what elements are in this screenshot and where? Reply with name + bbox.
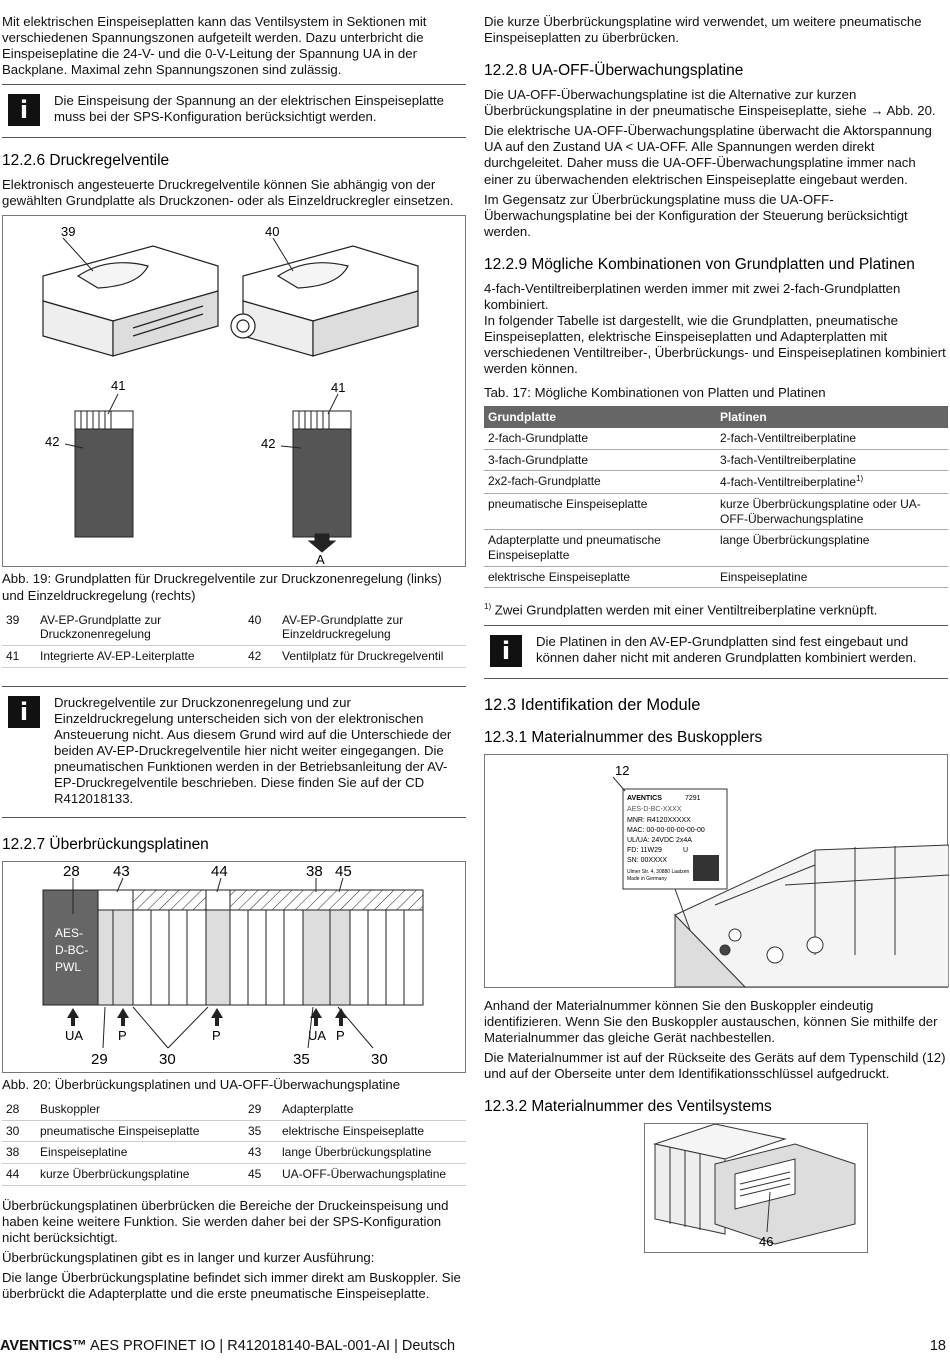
module-label-line: PWL [55,960,82,975]
legend-text: Einspeiseplatine [36,1142,244,1164]
heading-identifikation: 12.3 Identifikation der Module [484,695,701,714]
footnote-ref: 1) [856,474,864,484]
type-label-made: Made in Germany [627,875,667,882]
table-cell: 2x2-fach-Grundplatte [484,471,716,494]
heading-uaoff: 12.2.8 UA-OFF-Überwachungsplatine [484,62,744,80]
table-cell: 2-fach-Ventiltreiberplatine [716,428,948,449]
fig20-top-label: 44 [211,863,228,881]
ueber-paragraph-1: Überbrückungsplatinen überbrücken die Bereiche der Druckeinspeisung und haben keine weitere Funktion. Sie werden daher bei der SPS-Konfiguration nicht berücksichtigt. [2,1197,449,1245]
komb-paragraph-1: 4-fach-Ventiltreiberplatinen werden immer mit zwei 2-fach-Grundplatten kombiniert. [484,280,901,312]
footnote [484,602,948,618]
table-row [484,428,948,449]
table-caption: Tab. 17: Mögliche Kombinationen von Platten und Platinen [484,385,826,401]
qr-code [693,855,719,881]
table-cell: Einspeiseplatine [716,566,948,588]
table-header: Platinen [716,406,948,429]
heading-druckregelventile: 12.2.6 Druckregelventile [2,152,170,170]
info-note-2 [2,686,466,819]
label-12: 12 [615,762,630,778]
table-cell: lange Überbrückungsplatine [716,530,948,566]
type-label-sn: SN: 00XXXX [627,856,668,864]
fig20-bottom-label: 30 [371,1051,388,1069]
label-40: 40 [265,224,280,240]
table-cell: elektrische Einspeiseplatte [484,566,716,588]
fig20-top-label: 45 [335,863,352,881]
fig20-bottom-label: 30 [159,1051,176,1069]
module-label-line: D-BC- [55,943,89,958]
legend-num: 28 [2,1099,36,1120]
legend-num: 35 [244,1120,278,1142]
table-cell: 3-fach-Grundplatte [484,449,716,471]
legend-text: Buskoppler [36,1099,244,1120]
legend-num: 40 [244,610,278,646]
info-icon: i [8,696,40,728]
pcb-left [75,411,133,537]
bus-paragraph-2: Die Materialnummer ist auf der Rückseite des Geräts auf dem Typenschild (12) und auf der Oberseite unter dem Identifikationsschlüssel aufgedruckt. [484,1049,946,1082]
legend-num: 43 [244,1142,278,1164]
legend-text: Ventilplatz für Druckregelventil [278,645,466,667]
ueber-paragraph-3: Die lange Überbrückungsplatine befindet sich immer direkt am Buskoppler. Sie überbrückt die Adapterplatte und die erste pneumatische Einspeiseplatte. [2,1270,461,1302]
legend-text: kurze Überbrückungsplatine [36,1164,244,1186]
label-42-right: 42 [261,436,276,452]
page-footer [0,1338,950,1356]
type-label-model: AES-D-BC-XXXX [627,805,682,813]
arrows [67,1008,347,1026]
legend-text: AV-EP-Grundplatte zur Einzeldruckregelung [278,610,466,646]
label-A: A [316,552,325,567]
type-label-fd: FD: 11W29 [627,846,662,854]
combination-table [484,406,948,589]
table-cell: 3-fach-Ventiltreiberplatine [716,449,948,471]
footer-brand: AVENTICS™ [0,1338,87,1355]
info-note-text: Die Einspeisung der Spannung an der elektrischen Einspeiseplatte muss bei der SPS-Konfiguration berücksichtigt werden. [54,93,445,125]
legend-num: 29 [244,1099,278,1120]
type-label-u: U [683,846,689,854]
legend-num: 45 [244,1164,278,1186]
label-39: 39 [61,224,76,240]
legend-row [2,610,466,646]
legend-row [2,1164,466,1186]
figure-19-caption: Abb. 19: Grundplatten für Druckregelventile zur Druckzonenregelung (links) und Einzeldruckregelung (rechts) [2,571,442,603]
fig20-top-label: 28 [63,863,80,881]
legend-text: UA-OFF-Überwachungsplatine [278,1164,466,1186]
buskoppler-drawing [485,755,949,987]
bus-paragraph-1: Anhand der Materialnummer können Sie den Buskoppler eindeutig identifizieren. Wenn Sie den Buskoppler austauschen, können Sie mithilfe der Materialnummer das gleiche Gerät nachbestellen. [484,997,938,1045]
legend-text: lange Überbrückungsplatine [278,1142,466,1164]
type-label-brand: AVENTICS [627,794,662,802]
fig20-bottom-label: 35 [293,1051,310,1069]
info-note-text: Die Platinen in den AV-EP-Grundplatten sind fest eingebaut und können daher nicht mit anderen Grundplatten kombiniert werden. [536,633,917,665]
plates [98,910,423,1005]
info-icon: i [490,635,522,667]
table-header: Grundplatte [484,406,716,429]
info-note-text: Druckregelventile zur Druckzonenregelung und zur Einzeldruckregelung unterscheiden sich von der elektronischen Ansteuerung nicht. Aus diesem Grund wird auf die Unterschiede der beiden AV-EP-Druckregelventile hier nicht weiter eingegangen. Die pneumatischen Funktionen werden in der Betriebsanleitung der AV-EP-Druckregelventile beschrieben. Diese finden Sie auf der CD R412018133. [54,694,452,807]
arrow-label: UA [308,1028,327,1044]
footnote-mark: 1) [484,602,492,612]
uaoff-paragraph-3: Im Gegensatz zur Überbrückungsplatine muss die UA-OFF-Überwachungsplatine bei der Konfiguration der Steuerung berücksichtigt werden. [484,191,908,239]
fig20-top-label: 43 [113,863,130,881]
type-label-mac: MAC: 00-00-00-00-00-00 [627,826,705,834]
type-label-addr: Ulmer Str. 4, 30880 Laatzen [627,868,690,875]
legend-text: pneumatische Einspeiseplatte [36,1120,244,1142]
label-41-left: 41 [111,378,126,394]
legend-text: elektrische Einspeiseplatte [278,1120,466,1142]
heading-kombinationen: 12.2.9 Mögliche Kombinationen von Grundplatten und Platinen [484,255,915,273]
legend-num: 39 [2,610,36,646]
legend-19 [2,610,466,668]
ueber-paragraph-2: Überbrückungsplatinen gibt es in langer und kurzer Ausführung: [2,1249,375,1265]
footer-document-info: AES PROFINET IO | R412018140-BAL-001-AI | Deutsch [86,1338,456,1355]
legend-num: 42 [244,645,278,667]
figure-19-drawing [3,216,467,566]
ventilsystem-drawing [645,1124,867,1252]
page-number: 18 [929,1338,946,1355]
table-row [484,471,948,494]
legend-text: AV-EP-Grundplatte zur Druckzonenregelung [36,610,244,646]
intro-paragraph: Mit elektrischen Einspeiseplatten kann das Ventilsystem in Sektionen mit verschiedenen Spannungszonen aufgeteilt werden. Dazu unterbricht die Einspeiseplatine die 24-V- und die 0-V-Leitung der Spannung UA in der Backplane. Maximal zehn Spannungszonen sind zulässig. [2,14,427,78]
table-row [484,530,948,566]
fig20-bottom-label: 29 [91,1051,108,1069]
module-label-line: AES- [55,926,84,941]
label-41-right: 41 [331,380,346,396]
legend-text: Integrierte AV-EP-Leiterplatte [36,645,244,667]
legend-num: 38 [2,1142,36,1164]
heading-ueberbrueckungsplatinen: 12.2.7 Überbrückungsplatinen [2,836,209,854]
label-42-left: 42 [45,434,60,450]
figure-20-drawing [3,862,467,1072]
arrow-label: P [336,1028,345,1044]
uaoff-paragraph-2: Die elektrische UA-OFF-Überwachungsplatine überwacht die Aktorspannung UA auf den Zustand UA < UA-OFF. Alle Spannungen werden direkt durchgeleitet. Daher muss die UA-OFF-Überwachungsplatine immer nach einer zu überwachenden elektrischen Einspeiseplatte eingebaut werden. [484,123,932,187]
info-icon: i [8,94,40,126]
figure-buskoppler [484,754,948,988]
table-header-row [484,406,948,429]
figure-20 [2,861,466,1073]
legend-row [2,1120,466,1142]
pcb-right [293,411,351,552]
figure-20-caption: Abb. 20: Überbrückungsplatinen und UA-OFF-Überwachungsplatine [2,1077,401,1093]
table-row [484,566,948,588]
heading-buskoppler: 12.3.1 Materialnummer des Buskopplers [484,728,763,746]
legend-num: 41 [2,645,36,667]
label-46: 46 [759,1234,774,1250]
arrow-label: P [212,1028,221,1044]
arrow-label: P [118,1028,127,1044]
table-cell: 2-fach-Grundplatte [484,428,716,449]
legend-num: 44 [2,1164,36,1186]
legend-row [2,1142,466,1164]
type-label-mnr: MNR: R4120XXXXX [627,816,691,824]
footnote-text: Zwei Grundplatten werden mit einer Ventiltreiberplatine verknüpft. [494,602,878,618]
legend-text: Adapterplatte [278,1099,466,1120]
table-cell: kurze Überbrückungsplatine oder UA-OFF-Überwachungsplatine [716,494,948,530]
legend-20 [2,1099,466,1186]
legend-row [2,1099,466,1120]
table-cell [716,471,948,494]
fig20-top-label: 38 [306,863,323,881]
left-column [2,14,466,1306]
type-label-ul: UL/UA: 24VDC 2x4A [627,836,692,844]
base-plate-40 [231,246,418,356]
base-plate-39 [43,246,218,356]
legend-row [2,645,466,667]
right-column [484,14,948,1253]
heading-ventilsystem: 12.3.2 Materialnummer des Ventilsystems [484,1098,772,1116]
table-cell-text: 4-fach-Ventiltreiberplatine [720,475,857,490]
figure-ventilsystem [644,1123,868,1253]
info-note-3 [484,625,948,679]
table-row [484,494,948,530]
info-note-1 [2,84,466,138]
druck-paragraph: Elektronisch angesteuerte Druckregelventile können Sie abhängig von der gewählten Grundplatte als Druckzonen- oder als Einzeldruckregler einsetzen. [2,177,454,209]
arrow-label: UA [65,1028,84,1044]
table-cell: pneumatische Einspeiseplatte [484,494,716,530]
table-cell: Adapterplatte und pneumatische Einspeiseplatte [484,530,716,566]
table-row [484,449,948,471]
type-label-code: 7291 [685,794,701,802]
legend-num: 30 [2,1120,36,1142]
uaoff-paragraph-1: Die UA-OFF-Überwachungsplatine ist die Alternative zur kurzen Überbrückungsplatine in der pneumatische Einspeiseplatte, siehe → Abb. 20. [484,87,936,119]
figure-19 [2,215,466,567]
kurz-paragraph: Die kurze Überbrückungsplatine wird verwendet, um weitere pneumatische Einspeiseplatten zu überbrücken. [484,14,922,46]
komb-paragraph-2: In folgender Tabelle ist dargestellt, wie die Grundplatten, pneumatische Einspeiseplatten, elektrische Einspeiseplatten und Adapterplatten mit verschiedenen Ventiltreiber-, Überbrückungs- und Einspeiseplatinen kombiniert werden können. [484,313,946,377]
